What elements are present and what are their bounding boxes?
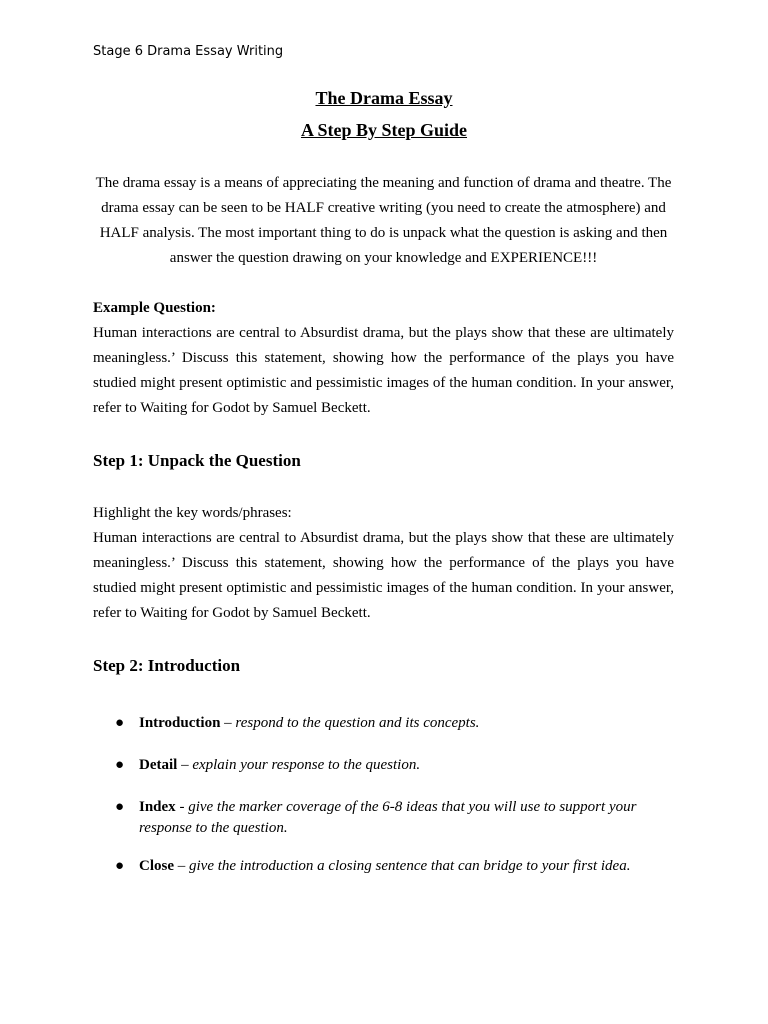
step1-heading: Step 1: Unpack the Question: [93, 451, 301, 470]
running-header: Stage 6 Drama Essay Writing: [93, 44, 284, 59]
bullet-description: give the introduction a closing sentence that can bridge to your first idea.: [189, 858, 631, 874]
bullet-icon: ●: [115, 715, 125, 731]
bullet-icon: ●: [115, 858, 125, 874]
bullet-term: Close: [139, 858, 174, 874]
bullet-term: Detail: [139, 757, 178, 773]
example-question-text: Human interactions are central to Absurdist drama, but the plays show that these are ultimately meaningless.’ Discuss this statement, showing how the performance of the plays you have studied might present optimistic and pessimistic images of the human condition. In your answer, refer to Waiting for Godot by Samuel Beckett.: [93, 325, 674, 416]
bullet-term: Index: [139, 799, 176, 815]
bullet-description: explain your response to the question.: [192, 757, 421, 773]
intro-paragraph: The drama essay is a means of appreciating the meaning and function of drama and theatre. The drama essay can be seen to be HALF creative writing (you need to create the atmosphere) and HALF analysis. The most important thing to do is unpack what the question is asking and then answer the question drawing on your knowledge and EXPERIENCE!!!: [95, 175, 672, 266]
bullet-icon: ●: [115, 757, 125, 773]
step1-block: [93, 501, 674, 626]
bullet-term: Introduction: [139, 715, 221, 731]
bullet-icon: ●: [115, 799, 125, 815]
step1-question-text: Human interactions are central to Absurdist drama, but the plays show that these are ultimately meaningless.’ Discuss this statement, showing how the performance of the plays you have studied might present optimistic and pessimistic images of the human condition. In your answer, refer to Waiting for Godot by Samuel Beckett.: [93, 530, 674, 621]
example-question-label: Example Question:: [93, 300, 216, 316]
document-page: Stage 6 Drama Essay Writing The Drama Essay A Step By Step Guide The drama essay is a means of appreciating the meaning and function of drama and theatre. The drama essay can be seen to be HALF creative writing (you need to create the atmosphere) and HALF analysis. The most important thing to do is unpack what the question is asking and then answer the question drawing on your knowledge and EXPERIENCE!!! Example Question: Human interactions are central to Absurdist drama, but the plays show that these are ultimately meaningless.’ Discuss this statement, showing how the performance of the plays you have studied might present optimistic and pessimistic images of the human condition. In your answer, refer to Waiting for Godot by Samuel Beckett. Step 1: Unpack the Question Highlight the key words/phrases: Human interactions are central to Absurdist drama, but the plays show that these are ultimately meaningless.’ Discuss this statement, showing how the performance of the plays you have studied might present optimistic and pessimistic images of the human condition. In your answer, refer to Waiting for Godot by Samuel Beckett. Step 2: Introduction ● Introduction – respond to the question and its concepts. ● Detail – explain your response to the question. ● Index - give the marker coverage of the 6-8 ideas that you will use to support your response to the question. ● Close – give the introduction a closing sentence that can bridge to your first idea.: [0, 0, 768, 1024]
document-title: The Drama Essay: [315, 88, 453, 108]
step2-heading: Step 2: Introduction: [93, 656, 241, 675]
bullet-description: give the marker coverage of the 6-8 ideas that you will use to support your response to the question.: [139, 799, 637, 836]
bullet-description: respond to the question and its concepts.: [235, 715, 480, 731]
example-question-block: [93, 296, 674, 421]
document-subtitle: A Step By Step Guide: [300, 120, 468, 140]
step1-instruction: Highlight the key words/phrases:: [93, 505, 292, 521]
